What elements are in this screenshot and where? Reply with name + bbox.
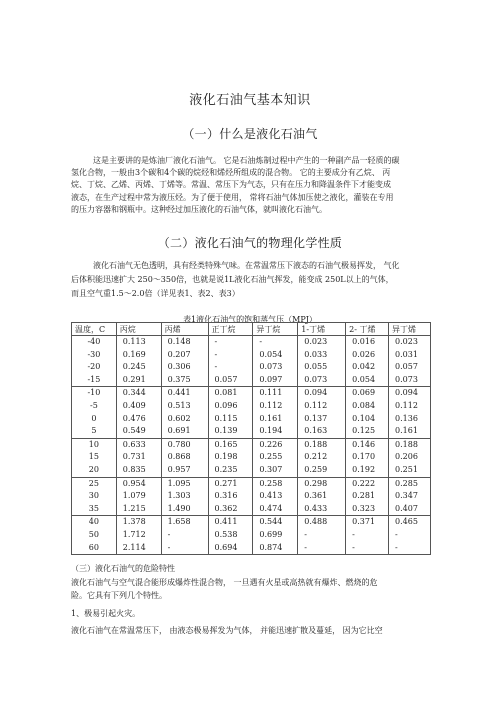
cell-value: - <box>395 542 398 552</box>
cell-value: 0.699 <box>259 529 283 539</box>
section2-line-3: 而且空气重1.5〜2.0倍（详见表1、表2、表3） <box>71 289 240 298</box>
cell-value: 0.136 <box>395 413 418 423</box>
section2-line-2: 后体积能迅速扩大 250〜350倍，也就是说1L液化石油气挥发，能变成 250L以上的气体， <box>71 275 394 284</box>
cell-value: -5 <box>90 400 98 410</box>
table-body <box>72 336 431 555</box>
column-header: 2- 丁烯 <box>346 323 389 336</box>
cell-value: 0.026 <box>352 349 376 359</box>
cell-value: 1.095 <box>167 478 191 488</box>
cell-value: 0.170 <box>352 452 376 462</box>
pressure-cell <box>253 516 298 555</box>
pressure-cell <box>298 438 346 477</box>
cell-value: 0.874 <box>259 542 283 552</box>
section1-line-2: 氢化合物，一般由3个碳和4个碳的烷烃和烯烃所组成的混合物。 它的主要成分有乙烷、 丙 <box>71 168 391 177</box>
document-title: 液化石油气基本知识 <box>189 93 311 108</box>
cell-value: 0.488 <box>304 517 328 527</box>
pressure-cell <box>208 438 253 477</box>
pressure-cell <box>298 516 346 555</box>
pressure-cell <box>161 336 208 387</box>
pressure-cell <box>116 336 161 387</box>
cell-value: 0.094 <box>395 388 418 398</box>
cell-value: 0.146 <box>352 439 376 449</box>
pressure-cell <box>389 516 431 555</box>
cell-value: -30 <box>87 349 101 359</box>
pressure-cell <box>253 477 298 516</box>
cell-value: 0.073 <box>259 362 283 372</box>
table-row <box>72 336 431 387</box>
cell-value: 0.125 <box>352 426 376 436</box>
cell-value: 0.097 <box>259 374 283 384</box>
cell-value: - <box>214 362 218 372</box>
cell-value: 0.258 <box>259 478 283 488</box>
cell-value: 60 <box>88 542 99 552</box>
cell-value: 0.096 <box>214 400 238 410</box>
pressure-cell <box>161 516 208 555</box>
cell-value: 0.222 <box>352 478 376 488</box>
table-row <box>72 438 431 477</box>
cell-value: 0.361 <box>304 491 328 501</box>
cell-value: 1.712 <box>122 529 146 539</box>
cell-value: 0.465 <box>395 517 418 527</box>
cell-value: 0.081 <box>214 388 238 398</box>
cell-value: 1.378 <box>122 517 146 527</box>
section3-item-1: 1、极易引起火灾。 <box>71 609 141 618</box>
cell-value: 0.549 <box>122 426 146 436</box>
pressure-cell <box>389 387 431 438</box>
table-caption: 表1液化石油气的饱和蒸气压（MPJ） <box>183 315 317 324</box>
pressure-cell <box>253 336 298 387</box>
cell-value: 0.271 <box>214 478 238 488</box>
column-header: 丙烯 <box>161 323 208 336</box>
cell-value: 0.433 <box>304 503 328 513</box>
pressure-cell <box>346 516 389 555</box>
cell-value: 0.291 <box>122 374 146 384</box>
pressure-cell <box>161 438 208 477</box>
cell-value: 0.161 <box>395 426 418 436</box>
vapor-pressure-table <box>71 322 431 555</box>
cell-value: 0.137 <box>304 413 328 423</box>
section1-heading: （一）什么是液化石油气 <box>182 127 318 141</box>
cell-value: 0.255 <box>259 452 283 462</box>
cell-value: - <box>352 529 355 539</box>
pressure-cell <box>116 387 161 438</box>
cell-value: 0.104 <box>352 413 376 423</box>
section1-line-1: 这是主要讲的是炼油厂液化石油气。 它是石油炼制过程中产生的一种副产品一轻质的碳 <box>93 156 400 165</box>
cell-value: 1.303 <box>167 491 191 501</box>
pressure-cell <box>346 438 389 477</box>
temperature-cell <box>72 336 117 387</box>
cell-value: 0.226 <box>259 439 283 449</box>
cell-value: 0.441 <box>167 388 191 398</box>
cell-value: 0.251 <box>395 464 418 474</box>
cell-value: 0.235 <box>214 464 238 474</box>
cell-value: 0.113 <box>122 337 146 346</box>
section3-line-1: 液化石油气与空气混合能形成爆炸性混合物， 一旦遇有火星或高热就有爆炸、燃烧的危 <box>71 578 378 587</box>
cell-value: 0.347 <box>395 491 418 501</box>
pressure-cell <box>253 387 298 438</box>
column-header: 正丁烷 <box>208 323 253 336</box>
cell-value: - <box>304 529 307 539</box>
pressure-cell <box>389 438 431 477</box>
cell-value: 0.602 <box>167 413 191 423</box>
cell-value: 0.474 <box>259 503 283 513</box>
pressure-cell <box>346 387 389 438</box>
cell-value: 0.057 <box>214 374 238 384</box>
pressure-cell <box>298 387 346 438</box>
pressure-cell <box>208 477 253 516</box>
cell-value: 0.281 <box>352 491 376 501</box>
cell-value: 0.476 <box>122 413 146 423</box>
table-row <box>72 477 431 516</box>
cell-value: 1.215 <box>122 503 146 513</box>
cell-value: -15 <box>87 374 101 384</box>
cell-value: 30 <box>88 491 99 501</box>
cell-value: 0.957 <box>167 464 191 474</box>
cell-value: 0.323 <box>352 503 376 513</box>
cell-value: 0.073 <box>304 374 328 384</box>
cell-value: - <box>259 337 263 346</box>
cell-value: 0.868 <box>167 452 191 462</box>
cell-value: 0.057 <box>395 362 418 372</box>
table-row <box>72 516 431 555</box>
section3-heading: （三）液化石油气的危险特性 <box>71 564 175 573</box>
cell-value: 0.192 <box>352 464 376 474</box>
cell-value: 0.033 <box>304 349 328 359</box>
cell-value: 0.023 <box>304 337 328 346</box>
temperature-cell <box>72 387 117 438</box>
column-header: 异丁烯 <box>389 323 431 336</box>
cell-value: 0.207 <box>167 349 191 359</box>
cell-value: 0.054 <box>352 374 376 384</box>
cell-value: 0.206 <box>395 452 418 462</box>
column-header: 1-丁烯 <box>298 323 346 336</box>
pressure-cell <box>116 438 161 477</box>
cell-value: 0.069 <box>352 388 376 398</box>
cell-value: -20 <box>87 362 101 372</box>
cell-value: 1.490 <box>167 503 191 513</box>
cell-value: 0.111 <box>259 388 283 398</box>
cell-value: 0.538 <box>214 529 238 539</box>
cell-value: 0.409 <box>122 400 146 410</box>
cell-value: 0.042 <box>352 362 376 372</box>
cell-value: 0.694 <box>214 542 238 552</box>
pressure-cell <box>161 477 208 516</box>
cell-value: 10 <box>88 439 99 449</box>
cell-value: 0.835 <box>122 464 146 474</box>
temperature-cell <box>72 516 117 555</box>
cell-value: 0.139 <box>214 426 238 436</box>
cell-value: 50 <box>88 529 99 539</box>
cell-value: - <box>395 529 398 539</box>
cell-value: 0.513 <box>167 400 191 410</box>
cell-value: 0.375 <box>167 374 191 384</box>
cell-value: 1.658 <box>167 517 191 527</box>
cell-value: 0.073 <box>395 374 418 384</box>
pressure-cell <box>389 477 431 516</box>
pressure-cell <box>298 336 346 387</box>
cell-value: 0.245 <box>122 362 146 372</box>
cell-value: 0.212 <box>304 452 328 462</box>
cell-value: - <box>214 337 218 346</box>
cell-value: 0.298 <box>304 478 328 488</box>
cell-value: 0.306 <box>167 362 191 372</box>
pressure-cell <box>346 336 389 387</box>
pressure-cell <box>346 477 389 516</box>
pressure-cell <box>389 336 431 387</box>
cell-value: 0.016 <box>352 337 376 346</box>
cell-value: 0.344 <box>122 388 146 398</box>
cell-value: 40 <box>88 517 99 527</box>
cell-value: - <box>352 542 355 552</box>
cell-value: -10 <box>87 388 101 398</box>
cell-value: 5 <box>91 426 97 436</box>
cell-value: 0.371 <box>352 517 376 527</box>
cell-value: 0.407 <box>395 503 418 513</box>
cell-value: 0.188 <box>304 439 328 449</box>
table-header-row <box>72 323 431 336</box>
cell-value: 0.112 <box>259 400 283 410</box>
temperature-cell <box>72 438 117 477</box>
section2-heading: （二）液化石油气的物理化学性质 <box>157 236 343 250</box>
cell-value: 2.114 <box>122 542 146 552</box>
cell-value: 0.188 <box>395 439 418 449</box>
cell-value: 0.112 <box>395 400 418 410</box>
cell-value: - <box>167 542 171 552</box>
cell-value: 35 <box>88 503 99 513</box>
cell-value: 0.169 <box>122 349 146 359</box>
cell-value: 0.731 <box>122 452 146 462</box>
cell-value: 0.259 <box>304 464 328 474</box>
table-row <box>72 387 431 438</box>
pressure-cell <box>208 387 253 438</box>
cell-value: 0.054 <box>259 349 283 359</box>
cell-value: 0.285 <box>395 478 418 488</box>
cell-value: 15 <box>88 452 99 462</box>
cell-value: 0.362 <box>214 503 238 513</box>
pressure-cell <box>116 477 161 516</box>
pressure-cell <box>208 516 253 555</box>
section3-item-1-text: 液化石油气在常温常压下， 由液态极易挥发为气体， 并能迅速扩散及蔓延， 因为它比空 <box>71 626 383 635</box>
pressure-cell <box>208 336 253 387</box>
cell-value: 0.198 <box>214 452 238 462</box>
cell-value: 0.633 <box>122 439 146 449</box>
cell-value: 0.411 <box>214 517 238 527</box>
cell-value: 0.691 <box>167 426 191 436</box>
cell-value: 0.544 <box>259 517 283 527</box>
cell-value: 20 <box>88 464 99 474</box>
cell-value: 25 <box>88 478 99 488</box>
section3-line-2: 险。它具有下列几个特性。 <box>71 591 167 600</box>
cell-value: - <box>214 349 218 359</box>
cell-value: 0.316 <box>214 491 238 501</box>
pressure-cell <box>253 438 298 477</box>
cell-value: 0.112 <box>304 400 328 410</box>
section1-line-3: 烷、丁烷、乙烯、丙烯、丁烯等。常温、常压下为气态，只有在压力和降温条件下才能变成 <box>71 180 391 189</box>
section1-line-4: 液态，在生产过程中常为液压烃。为了便于使用， 常将石油气体加压使之液化，灌装在专用 <box>71 193 394 202</box>
cell-value: 0 <box>91 413 97 423</box>
section2-line-1: 液化石油气无色透明，具有经类特殊气味。在常温常压下液态的石油气极易挥发， 气化 <box>93 261 400 270</box>
cell-value: 0.954 <box>122 478 146 488</box>
cell-value: - <box>304 542 307 552</box>
cell-value: 0.055 <box>304 362 328 372</box>
pressure-cell <box>116 516 161 555</box>
cell-value: 0.413 <box>259 491 283 501</box>
cell-value: 0.307 <box>259 464 283 474</box>
cell-value: 0.165 <box>214 439 238 449</box>
column-header: 丙烷 <box>116 323 161 336</box>
cell-value: 0.163 <box>304 426 328 436</box>
column-header: 温度，C <box>72 323 117 336</box>
temperature-cell <box>72 477 117 516</box>
cell-value: 0.194 <box>259 426 283 436</box>
section1-line-5: 的压力容器和钢瓶中。这种经过加压液化的石油气体，就叫液化石油气。 <box>71 205 327 214</box>
cell-value: -40 <box>87 337 101 346</box>
pressure-cell <box>298 477 346 516</box>
cell-value: 0.023 <box>395 337 418 346</box>
cell-value: 0.115 <box>214 413 238 423</box>
cell-value: 0.084 <box>352 400 376 410</box>
cell-value: 0.148 <box>167 337 191 346</box>
cell-value: 1.079 <box>122 491 146 501</box>
cell-value: 0.094 <box>304 388 328 398</box>
pressure-cell <box>161 387 208 438</box>
column-header: 异丁烷 <box>253 323 298 336</box>
cell-value: 0.161 <box>259 413 283 423</box>
cell-value: - <box>167 529 171 539</box>
cell-value: 0.031 <box>395 349 418 359</box>
cell-value: 0.780 <box>167 439 191 449</box>
